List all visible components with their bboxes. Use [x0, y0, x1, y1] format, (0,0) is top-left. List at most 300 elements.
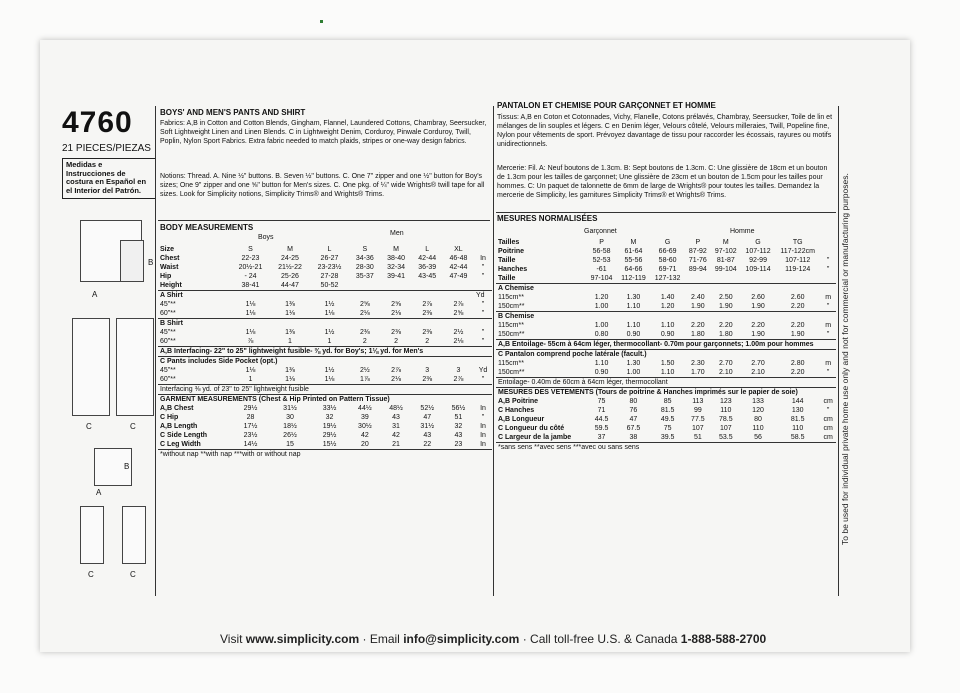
table-cell: 110	[720, 407, 732, 414]
table-cell	[820, 238, 836, 247]
table-cell: 27-28	[320, 273, 339, 280]
pants-back-sketch	[116, 318, 154, 416]
row-label: 60"**	[160, 376, 176, 383]
row-label: Size	[160, 246, 175, 253]
row-label: 115cm**	[498, 360, 524, 367]
row-label: C Side Length	[160, 432, 208, 439]
table-cell	[775, 274, 820, 284]
table-cell: 130	[791, 407, 804, 414]
table-cell: "	[481, 310, 485, 317]
view-c-label-3: C	[88, 570, 94, 579]
table-cell: M	[630, 239, 637, 246]
row-label: 60"**	[160, 338, 176, 345]
table-cell: 2⅛	[391, 376, 401, 383]
table-cell: XL	[454, 246, 463, 253]
table-cell: 24-25	[281, 255, 299, 262]
table-cell: 123	[719, 398, 732, 405]
table-cell: 2	[394, 338, 398, 345]
table-cell: 47	[423, 414, 432, 421]
view-b-label: B	[148, 258, 154, 267]
body-measurements-title: BODY MEASUREMENTS	[160, 223, 254, 232]
table-cell: 23	[454, 441, 463, 448]
table-cell: Yd	[478, 367, 488, 374]
table-cell: 1.90	[751, 331, 765, 338]
table-cell: 119-124	[785, 266, 811, 273]
table-cell: 32	[325, 414, 334, 421]
table-cell: 78.5	[719, 416, 733, 423]
section-heading-row	[158, 291, 492, 301]
table-cell: In	[480, 441, 486, 448]
unit-cell	[474, 319, 492, 329]
entoilage-c-text: Entoilage- 0.40m de 60cm à 64cm léger, thermocollant	[496, 378, 836, 388]
shirt-b-sketch	[120, 240, 144, 282]
section-heading: C Pants includes Side Pocket (opt.)	[158, 357, 474, 367]
row-label: Waist	[160, 264, 179, 271]
table-cell: 2½	[453, 329, 464, 336]
table-row	[496, 247, 836, 256]
row-label: Hip	[160, 273, 172, 280]
table-cell: 52½	[420, 405, 435, 412]
table-cell: 51	[454, 414, 463, 421]
footer-website-link[interactable]: www.simplicity.com	[245, 632, 360, 646]
table-cell: 44-47	[281, 282, 299, 289]
table-cell: 2⅝	[453, 310, 464, 317]
table-cell: 15	[286, 441, 294, 448]
table-cell: 2.20	[751, 322, 765, 329]
table-cell: 50-52	[320, 282, 339, 289]
english-notions: Notions: Thread. A. Nine ½" buttons. B. Seven ½" buttons. C. One 7" zipper and one ½" button for Boy's sizes; One 9" zipper and one ⅝" button for Men's sizes. C. One pkg. of ¼" wide Wrights® twill tape for all sizes. Look for Simplicity notions, Simplicity Trims® and Wrights® Trims.	[160, 173, 485, 199]
table-cell: 56½	[451, 405, 466, 412]
table-cell: "	[481, 329, 485, 336]
section-heading-row	[496, 284, 836, 294]
table-cell: 1⅞	[359, 376, 370, 383]
table-row	[496, 265, 836, 274]
table-cell: 2⅜	[359, 329, 370, 336]
table-cell: 2.10	[719, 369, 733, 376]
row-label: 150cm**	[498, 303, 525, 310]
table-cell	[685, 274, 711, 284]
table-cell: 2.40	[691, 294, 705, 301]
table-cell: M	[287, 246, 293, 253]
table-cell: cm	[823, 398, 833, 405]
table-cell: 2.20	[719, 322, 733, 329]
table-cell: 2.10	[751, 369, 765, 376]
table-cell: 2⅞	[391, 367, 401, 374]
row-label: A,B Longueur	[498, 416, 545, 423]
view-c-label-4: C	[130, 570, 136, 579]
table-cell: 51	[693, 434, 702, 441]
table-cell: 66-69	[658, 248, 677, 255]
french-size-table	[496, 238, 836, 452]
row-label: C Leg Width	[160, 441, 201, 448]
table-cell: 89-94	[688, 266, 707, 273]
table-cell: TG	[792, 239, 803, 246]
table-cell: 1.30	[626, 360, 641, 367]
row-label: 115cm**	[498, 294, 524, 301]
table-cell: 43	[454, 432, 463, 439]
table-row	[158, 337, 492, 347]
table-cell: 1.30	[626, 294, 641, 301]
table-cell: "	[826, 407, 830, 414]
table-cell: 15½	[322, 441, 337, 448]
table-cell: "	[481, 376, 485, 383]
vetements-title-text: MESURES DES VETEMENTS (Tours de poitrine & Hanches imprimés sur le papier de soie)	[496, 388, 836, 398]
table-cell: 1.10	[660, 369, 675, 376]
table-cell: "	[481, 264, 485, 271]
table-cell: 31	[392, 423, 400, 430]
table-cell	[412, 281, 443, 291]
table-cell: 30	[286, 414, 294, 421]
table-cell: 21	[392, 441, 400, 448]
table-cell: 1⅜	[285, 301, 295, 308]
table-cell: 75	[597, 398, 606, 405]
table-row	[158, 272, 492, 281]
table-cell: 2⅜	[422, 376, 433, 383]
row-label: Hanches	[498, 266, 528, 273]
row-label: 150cm**	[498, 331, 525, 338]
table-cell: 87-92	[688, 248, 707, 255]
table-cell: 1⅛	[245, 310, 256, 317]
unit-cell: Yd	[474, 291, 492, 301]
table-row	[496, 293, 836, 302]
table-cell: 2⅞	[422, 301, 433, 308]
table-cell: 2½	[359, 367, 370, 374]
table-cell: 1.10	[626, 322, 641, 329]
table-cell: m	[825, 294, 832, 301]
divider-middle	[493, 106, 494, 596]
table-cell: 32-34	[387, 264, 405, 271]
table-cell: 1.20	[660, 303, 675, 310]
interfacing-ab	[158, 347, 492, 357]
table-row	[158, 281, 492, 291]
table-cell: 38-40	[387, 255, 405, 262]
table-cell	[474, 245, 492, 254]
table-row	[496, 321, 836, 330]
table-cell: 31½	[283, 405, 297, 412]
view-a-label-small: A	[96, 488, 102, 497]
table-cell: "	[826, 257, 830, 264]
table-row	[496, 256, 836, 265]
table-cell: 1	[288, 338, 292, 345]
table-cell: 2.50	[719, 294, 733, 301]
section-heading: C Pantalon comprend poche latérale (facult.)	[496, 350, 820, 360]
table-cell: 107-112	[785, 257, 811, 264]
table-cell: 21½-22	[278, 264, 302, 271]
table-cell: 32	[454, 423, 463, 430]
table-row	[496, 368, 836, 378]
taille-header-row	[496, 238, 836, 247]
unit-cell	[474, 357, 492, 367]
table-row	[158, 366, 492, 375]
table-cell: 44.5	[594, 416, 609, 423]
table-cell: M	[393, 246, 399, 253]
table-cell: 80	[629, 398, 638, 405]
table-cell: 34-36	[355, 255, 374, 262]
table-cell: 117-122cm	[780, 248, 815, 255]
table-cell: 38-41	[241, 282, 260, 289]
table-cell: 23-23½	[317, 264, 342, 271]
table-cell: 2⅝	[359, 301, 370, 308]
row-label: C Hip	[160, 414, 179, 421]
table-cell: 81-87	[716, 257, 735, 264]
table-cell: 1.40	[660, 294, 675, 301]
table-cell: 92-99	[749, 257, 767, 264]
table-cell: In	[480, 255, 486, 262]
table-cell: 1⅛	[285, 376, 295, 383]
table-cell: 2.60	[751, 294, 765, 301]
table-cell: G	[664, 239, 671, 246]
table-cell: 2.30	[691, 360, 705, 367]
table-cell: 144	[791, 398, 804, 405]
table-cell	[349, 281, 380, 291]
entoilage-ab-text: A,B Entoilage- 55cm à 64cm léger, thermocollant- 0.70m pour garçonnets; 1.00m pour hommes	[496, 340, 836, 350]
table-cell: 2⅜	[422, 310, 433, 317]
table-cell: 75	[663, 425, 672, 432]
french-mercerie: Mercerie: Fil. A: Neuf boutons de 1.3cm. B: Sept boutons de 1.3cm. C: Une glissière de 18cm et un bouton de 1.3cm pour les tailles de garçonnet; Une glissière de 23cm et un bouton de 1.5cm pour les tailles pour hommes. C: Un paquet de talonnette de 6mm de large de Wrights® pour toutes les tailles. Demandez la mercerie de Simplicity, les garnitures Simplicity Trims® et Wrights® Trims.	[497, 165, 828, 200]
table-cell: 1.70	[691, 369, 705, 376]
table-cell: 71	[597, 407, 606, 414]
table-cell: "	[826, 266, 830, 273]
row-label: A,B Poitrine	[498, 398, 539, 405]
table-row	[158, 300, 492, 309]
table-cell: m	[825, 360, 832, 367]
table-cell: 1⅜	[285, 329, 295, 336]
table-cell: 1.00	[594, 303, 609, 310]
table-cell: 110	[792, 425, 804, 432]
mesures-title: MESURES NORMALISÉES	[497, 214, 598, 223]
table-cell: 2⅛	[359, 310, 370, 317]
table-cell: 71-76	[688, 257, 707, 264]
spanish-note: Medidas e Instrucciones de costura en Español en el Interior del Patrón.	[62, 158, 156, 199]
table-row	[496, 415, 836, 424]
table-cell: In	[480, 405, 486, 412]
garment-title-text: GARMENT MEASUREMENTS (Chest & Hip Printed on Pattern Tissue)	[158, 395, 492, 405]
table-cell: 2⅛	[453, 338, 464, 345]
table-row	[158, 413, 492, 422]
table-cell: 43	[392, 414, 400, 421]
table-cell: cm	[823, 416, 833, 423]
table-cell: 52-53	[592, 257, 611, 264]
table-cell: 1.10	[626, 303, 641, 310]
table-cell: 2.20	[790, 369, 805, 376]
table-cell: G	[755, 239, 761, 246]
table-cell: 1⅛	[245, 301, 256, 308]
table-cell: 2⅛	[391, 310, 401, 317]
table-cell: 58-60	[658, 257, 677, 264]
table-cell: "	[481, 338, 485, 345]
table-row	[496, 302, 836, 312]
table-cell: 1.00	[626, 369, 641, 376]
table-cell: 26½	[283, 432, 297, 439]
table-row	[496, 359, 836, 368]
table-cell: 1.10	[660, 322, 675, 329]
table-cell: L	[425, 246, 430, 253]
table-cell: 28	[246, 414, 255, 421]
table-cell: 1.80	[691, 331, 705, 338]
section-heading-row	[496, 312, 836, 322]
table-cell: 1⅜	[285, 367, 295, 374]
table-cell: 3	[425, 367, 430, 374]
table-cell: 99-104	[714, 266, 737, 273]
table-cell: 36-39	[418, 264, 437, 271]
table-cell: 1½	[324, 329, 335, 336]
table-cell: P	[599, 239, 604, 246]
table-cell: 64-66	[624, 266, 643, 273]
table-cell: 2.20	[790, 322, 805, 329]
row-label: Height	[160, 282, 182, 289]
divider-left	[155, 106, 156, 596]
table-cell: 1⅛	[245, 329, 256, 336]
vetements-title	[496, 388, 836, 398]
table-cell: 133	[752, 398, 764, 405]
table-cell: 22-23	[241, 255, 260, 262]
table-cell: 47	[629, 416, 638, 423]
table-cell: 0.90	[660, 331, 675, 338]
garment-title	[158, 395, 492, 405]
table-cell: 25-26	[281, 273, 299, 280]
row-label: 115cm**	[498, 322, 524, 329]
table-cell: 110	[752, 425, 764, 432]
table-cell: cm	[823, 434, 833, 441]
table-cell: 49.5	[660, 416, 675, 423]
table-cell: 18½	[283, 423, 297, 430]
table-cell: 2⅜	[391, 329, 401, 336]
row-label: 150cm**	[498, 369, 525, 376]
boys-header: Boys	[258, 234, 274, 241]
piece-count: 21 PIECES/PIEZAS	[62, 143, 151, 154]
table-cell: 107	[692, 425, 704, 432]
table-cell: 99	[693, 407, 702, 414]
table-cell: 112-119	[621, 275, 646, 282]
table-cell: 39-41	[387, 273, 405, 280]
table-cell: 47-49	[449, 273, 468, 280]
table-cell: "	[826, 303, 830, 310]
row-label: Chest	[160, 255, 180, 262]
table-cell: 42	[392, 432, 400, 439]
table-cell: 28-30	[355, 264, 374, 271]
table-cell: 2.20	[691, 322, 705, 329]
row-label: C Largeur de la jambe	[498, 434, 572, 441]
table-cell: 58.5	[790, 434, 805, 441]
table-cell: "	[481, 414, 485, 421]
row-label: Poitrine	[498, 248, 525, 255]
table-cell: 107-112	[745, 248, 771, 255]
table-cell: 59.5	[594, 425, 609, 432]
rule-2	[496, 212, 836, 213]
table-cell: 39	[360, 414, 369, 421]
entoilage-c	[496, 378, 836, 388]
table-row	[496, 424, 836, 433]
table-cell: 29½	[243, 405, 258, 412]
table-cell: 77.5	[691, 416, 705, 423]
table-row	[158, 375, 492, 385]
table-cell: 1½	[324, 301, 335, 308]
table-cell: cm	[823, 425, 833, 432]
row-label: 45"**	[160, 329, 176, 336]
table-cell: P	[695, 239, 701, 246]
table-cell: 81.5	[790, 416, 805, 423]
table-row	[158, 431, 492, 440]
french-title: PANTALON ET CHEMISE POUR GARÇONNET ET HOMME	[497, 101, 716, 110]
section-heading: A Chemise	[496, 284, 820, 294]
pants-front-sketch	[72, 318, 110, 416]
section-heading: B Chemise	[496, 312, 820, 322]
table-cell: In	[480, 423, 486, 430]
table-cell: 67.5	[626, 425, 641, 432]
table-cell: 1½	[324, 367, 335, 374]
table-cell: 53.5	[719, 434, 733, 441]
table-row	[496, 330, 836, 340]
table-cell: 1	[327, 338, 332, 345]
table-cell: 1	[248, 376, 253, 383]
table-cell: "	[481, 273, 485, 280]
table-cell: 97-104	[590, 275, 613, 282]
table-cell: "	[826, 331, 830, 338]
table-cell: 2.80	[790, 360, 805, 367]
view-c-label-2: C	[130, 422, 136, 431]
table-cell: 14½	[243, 441, 258, 448]
table-cell: 55-56	[624, 257, 643, 264]
table-row	[158, 254, 492, 263]
table-cell	[443, 281, 474, 291]
table-cell: 33½	[322, 405, 337, 412]
entoilage-ab	[496, 340, 836, 350]
table-cell: 3	[456, 367, 461, 374]
row-label: Taille	[498, 275, 516, 282]
stain-mark	[320, 20, 323, 23]
table-cell: 19½	[322, 423, 337, 430]
footer-phone[interactable]: 1-888-588-2700	[680, 632, 767, 646]
size-header-row	[158, 245, 492, 254]
table-cell: m	[825, 322, 832, 329]
table-cell: 2⅞	[453, 376, 464, 383]
table-cell: -61	[596, 266, 607, 273]
row-label: A,B Length	[160, 423, 198, 430]
section-heading-row	[496, 350, 836, 360]
table-cell: 113	[692, 398, 704, 405]
row-label: A,B Chest	[160, 405, 194, 412]
table-cell: 48½	[389, 405, 403, 412]
table-cell	[820, 274, 836, 284]
table-cell: - 24	[244, 273, 257, 280]
table-cell: 81.5	[660, 407, 675, 414]
footer-visit: Visit	[220, 632, 246, 646]
french-tissus: Tissus: A,B en Coton et Cotonnades, Vichy, Flanelle, Cotons prélavés, Chambray, Seersucker, Toile de lin et mélanges de lin souples et légers. C en Denim léger, Velours côtelé, Velours milleraies, Twill, Popeline fine, Nylon pour vêtements de sport. Prévoyez davantage de tissu pour raccorder les écossais, rayures ou motifs unidirectionnels.	[497, 114, 833, 149]
table-cell: ⅞	[247, 338, 254, 345]
table-cell: S	[362, 246, 368, 253]
footer-contact	[220, 632, 766, 646]
table-cell: 42	[360, 432, 369, 439]
table-row	[158, 404, 492, 413]
table-cell: 44½	[358, 405, 372, 412]
table-row	[496, 274, 836, 284]
table-row	[496, 397, 836, 406]
table-cell: 1⅛	[324, 376, 335, 383]
interfacing-ab-text: A,B Interfacing- 22" to 25" lightweight fusible- ⅜ yd. for Boy's; 1⅛ yd. for Men's	[158, 347, 492, 357]
table-cell: 2	[362, 338, 367, 345]
footer-email-link[interactable]: info@simplicity.com	[403, 632, 520, 646]
row-label: Taille	[498, 257, 516, 264]
english-footnote-text: *without nap **with nap ***with or without nap	[158, 450, 492, 460]
men-header: Men	[390, 230, 404, 237]
table-cell: 97-102	[714, 248, 737, 255]
table-cell: 1⅛	[324, 310, 335, 317]
footer-call: · Call toll-free U.S. & Canada	[519, 632, 681, 646]
table-cell	[820, 247, 836, 256]
table-cell: 20½-21	[238, 264, 263, 271]
row-label: Tailles	[498, 239, 520, 246]
table-cell: 42-44	[449, 264, 468, 271]
